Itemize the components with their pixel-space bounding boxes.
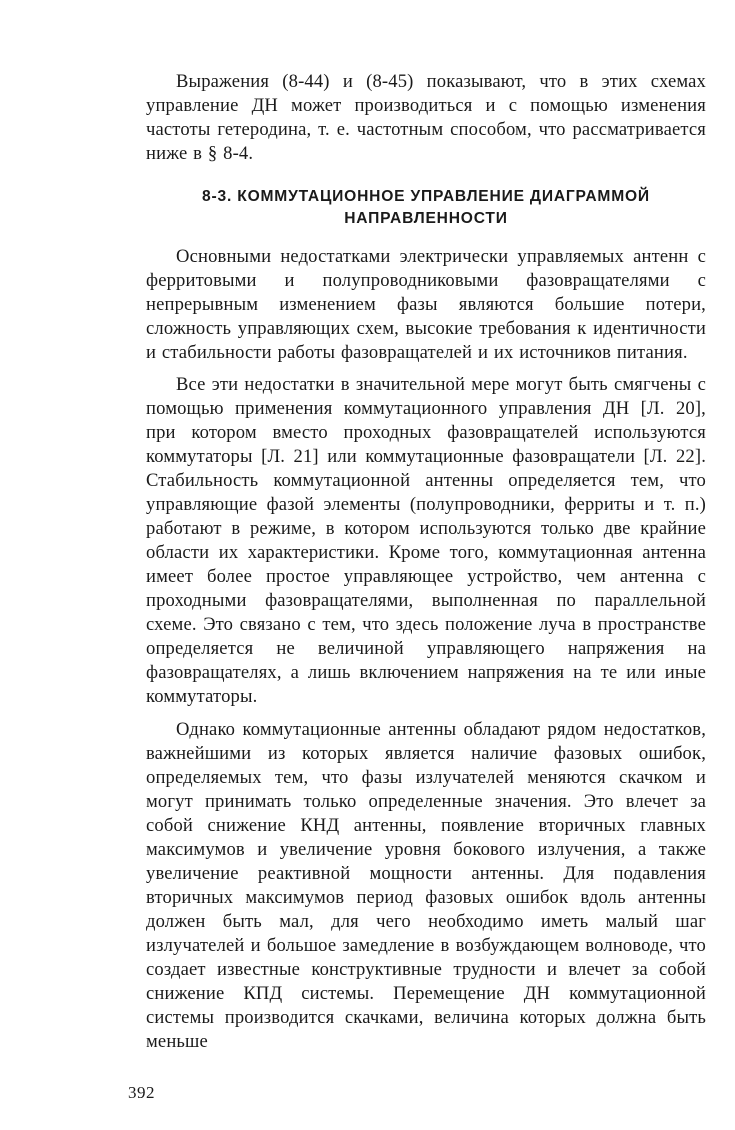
- section-heading-line-2: НАПРАВЛЕННОСТИ: [344, 210, 508, 227]
- body-paragraph-3: Однако коммутационные антенны обладают рядом недостатков, важнейшими из которых является наличие фазовых ошибок, определяемых тем, что фазы излучателей меняются скачком и могут принимать только определенные значения. Это влечет за собой снижение КНД антенны, появление вторичных главных максимумов и увеличение уровня бокового излучения, а также увеличение реактивной мощности антенны. Для подавления вторичных максимумов период фазовых ошибок вдоль антенны должен быть мал, для чего необходимо иметь малый шаг излучателей и большое замедление в возбуждающем волноводе, что создает известные конструктивные трудности и влечет за собой снижение КПД системы. Перемещение ДН коммутационной системы производится скачками, величина которых должна быть меньше: [146, 719, 706, 1052]
- section-heading-line-1: 8-3. КОММУТАЦИОННОЕ УПРАВЛЕНИЕ ДИАГРАММОЙ: [202, 188, 650, 205]
- body-paragraph-1: Основными недостатками электрически управляемых антенн с ферритовыми и полупроводниковыми фазовращателями с непрерывным изменением фазы являются большие потери, сложность управляющих схем, высокие требования к идентичности и стабильности работы фазовращателей и их источников питания.: [146, 246, 706, 363]
- section-heading: [146, 186, 706, 230]
- page-number: 392: [128, 1083, 155, 1102]
- body-paragraph-2: Все эти недостатки в значительной мере могут быть смягчены с помощью применения коммутационного управления ДН [Л. 20], при котором вместо проходных фазовращателей используются коммутаторы [Л. 21] или коммутационные фазовращатели [Л. 22]. Стабильность коммутационной антенны определяется тем, что управляющие фазой элементы (полупроводники, ферриты и т. п.) работают в режиме, в котором используются только две крайние области их характеристики. Кроме того, коммутационная антенна имеет более простое управляющее устройство, чем антенна с проходными фазовращателями, выполненная по параллельной схеме. Это связано с тем, что здесь положение луча в пространстве определяется не величиной управляющего напряжения на фазовращателях, а лишь включением напряжения на те или иные коммутаторы.: [146, 374, 706, 707]
- intro-paragraph: Выражения (8-44) и (8-45) показывают, что в этих схемах управление ДН может производиться и с помощью изменения частоты гетеродина, т. е. частотным способом, что рассматривается ниже в § 8-4.: [146, 71, 706, 164]
